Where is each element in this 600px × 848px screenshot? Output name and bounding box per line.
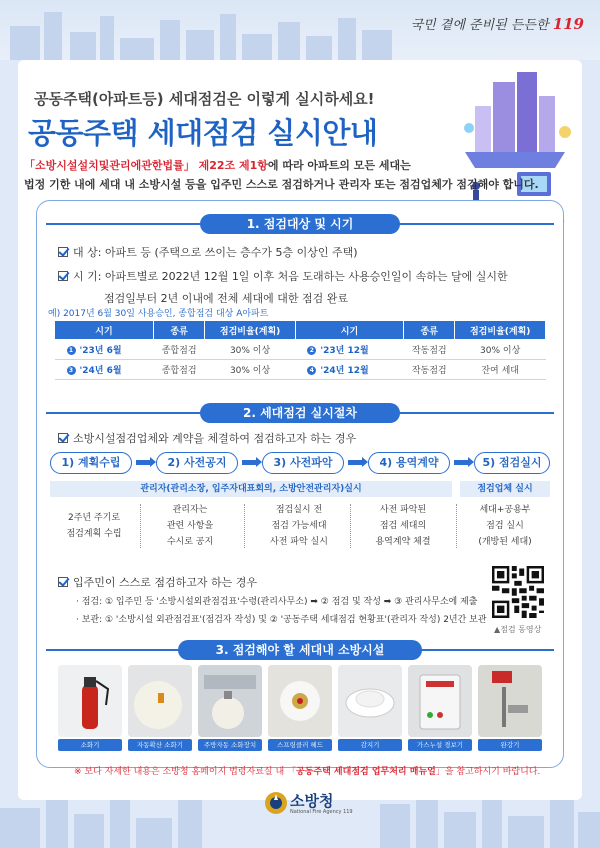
step-inspect: 5) 점검실시 [474,452,550,474]
col-header: 시기 [55,321,154,340]
desc-line: 점검계획 수립 [66,529,122,539]
desc-line: 점검 가능세대 [271,521,327,531]
step-desc-1 [54,510,134,542]
desc-line: (개방된 세대) [478,537,532,547]
table-row [55,360,546,380]
note-post: 」을 참고하시기 바랍니다. [435,767,541,777]
item-label: 소화기 [58,739,122,751]
desc-line: 수시로 공지 [166,537,214,547]
desc-line: 점검실시 전 [275,505,323,515]
example-text: 예) 2017년 6월 30일 사용승인, 종합점검 대상 A아파트 [48,309,269,319]
intro-text [24,156,539,194]
checkbox-icon [58,247,68,257]
col-header: 종류 [153,321,204,340]
step-contract: 4) 용역계약 [368,452,450,474]
step-plan: 1) 계획수립 [50,452,132,474]
divider [350,504,351,548]
descending-device-icon [478,665,542,737]
qr-code-icon[interactable] [492,566,544,618]
band-manager: 관리자(관리소장, 입주자대표회의, 소방안전관리자)실시 [50,481,452,497]
item-label: 주방자동 소화장치 [198,739,262,751]
arrow-right-icon [242,460,256,465]
table-cell: 종합점검 [153,340,204,360]
intro-rest: 에 따라 아파트의 모든 세대는 [267,159,411,172]
desc-line: 세대+공용부 [479,505,531,515]
detector-icon [338,665,402,737]
col-header: 점검비율(계획) [205,321,296,340]
col-header: 점검비율(계획) [455,321,546,340]
table-cell: 작동점검 [404,360,455,380]
desc-line: 관리자는 [172,505,208,515]
auto-extinguisher-icon [128,665,192,737]
step-desc-3 [254,502,344,550]
checkbox-icon [58,271,68,281]
table-cell: 30% 이상 [205,340,296,360]
table-row [55,340,546,360]
gas-alarm-icon [408,665,472,737]
qr-label: ▲점검 동영상 [494,625,542,634]
period-value: '24년 12월 [320,366,369,376]
section3-heading: 3. 점검해야 할 세대내 소방시설 [178,640,422,660]
step-survey: 3) 사전파악 [262,452,344,474]
table-cell: 잔여 세대 [455,360,546,380]
arrow-right-icon [454,460,468,465]
arrow-right-icon [136,460,150,465]
desc-line: 점검 실시 [486,521,524,531]
table-cell: 30% 이상 [455,340,546,360]
item-label: 감지기 [338,739,402,751]
table-cell [55,340,154,360]
step-desc-2 [150,502,230,550]
section2-contract [58,430,356,446]
band-company: 점검업체 실시 [460,481,550,497]
period-value: '23년 6월 [79,346,122,356]
table-cell [295,360,403,380]
table-cell: 작동점검 [404,340,455,360]
schedule-table [54,320,546,380]
desc-line: 용역계약 체결 [375,537,431,547]
note-pre: ※ 보다 자세한 내용은 소방청 홈페이지 법령자료실 내 「 [74,767,297,777]
self-text: 입주민이 스스로 점검하고자 하는 경우 [73,576,258,589]
intro-line2: 법정 기한 내에 세대 내 소방시설 등을 입주민 스스로 점검하거나 관리자 또는 점검업체가 점검해야 합니다. [24,178,539,191]
step-notice: 2) 사전공지 [156,452,238,474]
slogan-text: 국민 곁에 준비된 든든한 [410,18,549,33]
period-value: '24년 6월 [79,366,122,376]
section2-self [58,574,257,590]
col-header: 종류 [404,321,455,340]
table-cell: 30% 이상 [205,360,296,380]
procedure-steps [50,452,550,476]
slogan [411,14,584,33]
item-label: 완강기 [478,739,542,751]
equipment-photos [58,665,544,751]
number-badge: 2 [307,346,316,355]
item-label: 가스누설 경보기 [408,739,472,751]
period-text-1: 시 기: 아파트별로 2022년 12월 1일 이후 처음 도래하는 사용승인일이 속하는 달에 실시한 [73,270,508,283]
sub-title: 공동주택(아파트등) 세대점검은 이렇게 실시하세요! [34,90,375,108]
col-header: 시기 [295,321,403,340]
self-keep-text: · 보관: ① '소방시설 외관점검표'(점검자 작성) 및 ② '공동주택 세대점검 현황표'(관리자 작성) 2년간 보관 [76,615,487,625]
table-cell: 종합점검 [153,360,204,380]
org-name: 소방청 [290,792,334,810]
main-title: 공동주택 세대점검 실시안내 [28,116,378,150]
number-badge: 3 [67,366,76,375]
manual-name: 공동주택 세대점검 업무처리 매뉴얼 [296,767,436,777]
intro-law: 「소방시설설치및관리에관한법률」 제22조 제1항 [24,159,268,172]
desc-line: 점검 세대의 [379,521,427,531]
step-desc-4 [360,502,446,550]
section2-heading: 2. 세대점검 실시절차 [200,403,400,423]
divider [456,504,457,548]
number-badge: 4 [307,366,316,375]
desc-line: 사전 파악된 [379,505,427,515]
desc-line: 사전 파악 실시 [270,537,328,547]
desc-line: 관련 사항을 [166,521,214,531]
divider [140,504,141,548]
period-text-2: 점검일부터 2년 이내에 전체 세대에 대한 점검 완료 [104,292,348,305]
org-name-en: National Fire Agency 119 [290,809,353,815]
self-step-text: · 점검: ① 입주민 등 '소방시설외관점검표'수령(관리사무소) ➡ ② 점검 및 작성 ➡ ③ 관리사무소에 제출 [76,597,478,607]
target-text: 대 상: 아파트 등 (주택으로 쓰이는 층수가 5층 이상인 주택) [73,246,358,259]
kitchen-extinguisher-icon [198,665,262,737]
arrow-right-icon [348,460,362,465]
section1-period [58,268,508,284]
contract-text: 소방시설점검업체와 계약을 체결하여 점검하고자 하는 경우 [73,432,357,445]
sprinkler-head-icon [268,665,332,737]
extinguisher-icon [58,665,122,737]
section1-heading: 1. 점검대상 및 시기 [200,214,400,234]
desc-line: 2주년 주기로 [67,513,121,523]
number-badge: 1 [67,346,76,355]
table-cell [295,340,403,360]
footer-note [74,764,540,777]
item-label: 스프링클러 헤드 [268,739,332,751]
item-label: 자동확산 소화기 [128,739,192,751]
slogan-119: 119 [552,15,584,33]
period-value: '23년 12월 [320,346,369,356]
checkbox-icon [58,433,68,443]
step-desc-5 [464,502,546,550]
section1-target [58,244,358,260]
divider [244,504,245,548]
checkbox-icon [58,577,68,587]
table-cell [55,360,154,380]
